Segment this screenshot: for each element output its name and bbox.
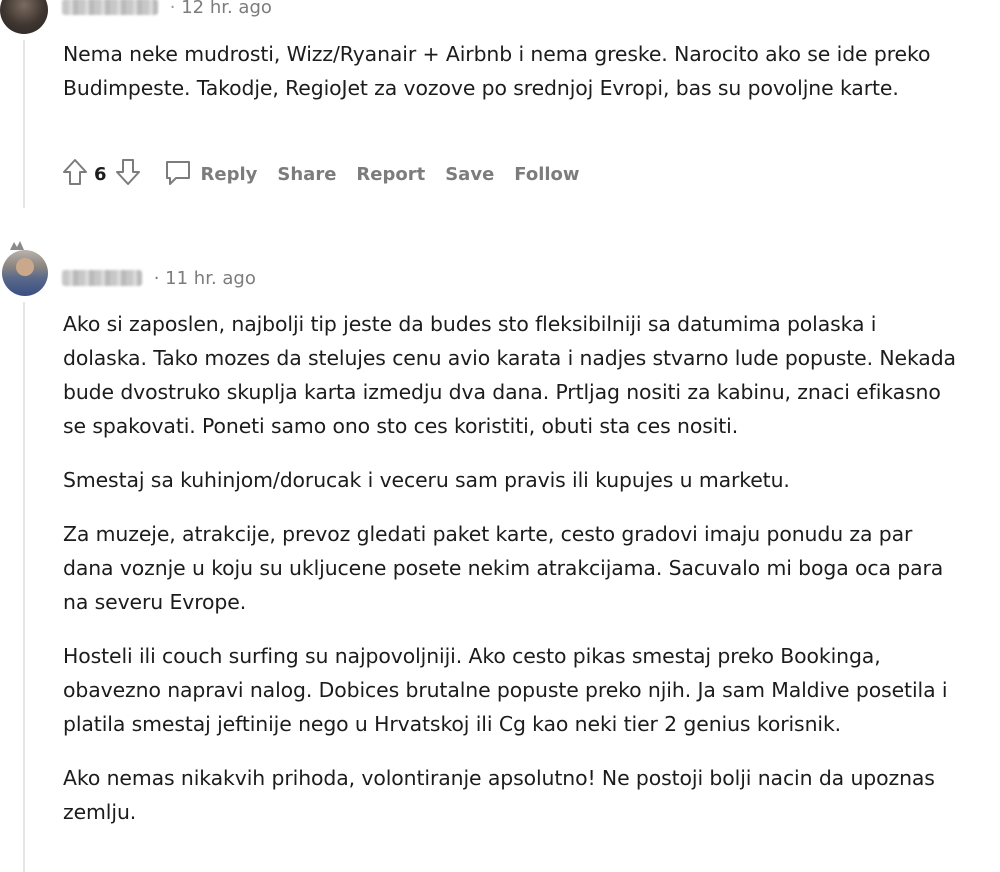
reply-button[interactable] <box>163 157 258 192</box>
reply-label: Reply <box>200 163 258 185</box>
comment-paragraph: Ako si zaposlen, najbolji tip jeste da budes sto fleksibilniji sa datumima polaska i dolaska. Tako mozes da stelujes cenu avio karata i nadjes stvarno lude popuste. Nekada bude dvostruko skuplja karta izmedju dva dana. Prtljag nositi za kabinu, znaci efikasno se spakovati. Poneti samo ono sto ces koristiti, obuti sta ces nositi. <box>63 312 956 438</box>
comment-body <box>63 37 963 105</box>
reply-icon <box>163 157 193 192</box>
report-button[interactable] <box>356 164 425 185</box>
follow-label: Follow <box>514 163 580 185</box>
comment-paragraph: Smestaj sa kuhinjom/dorucak i veceru sam pravis ili kupujes u marketu. <box>63 468 790 492</box>
save-button[interactable] <box>445 164 494 185</box>
comment-actions <box>60 154 600 194</box>
username-redacted[interactable] <box>62 270 142 286</box>
thread-line[interactable] <box>23 302 25 872</box>
comment-paragraph: Ako nemas nikakvih prihoda, volontiranje apsolutno! Ne postoji bolji nacin da upoznas zemlju. <box>63 766 935 824</box>
downvote-icon[interactable] <box>113 157 143 191</box>
comment-paragraph: Hosteli ili couch surfing su najpovoljniji. Ako cesto pikas smestaj preko Bookinga, obavezno napravi nalog. Dobices brutalne popuste preko njih. Ja sam Maldive posetila i platila smestaj jeftinije nego u Hrvatskoj ili Cg kao neki tier 2 genius korisnik. <box>63 644 948 736</box>
comment-body <box>63 307 963 829</box>
comment-meta <box>62 268 256 289</box>
follow-button[interactable] <box>514 164 579 185</box>
share-label: Share <box>277 163 337 185</box>
thread-line[interactable] <box>23 40 25 208</box>
username-redacted[interactable] <box>62 0 158 15</box>
comment-meta: · 12 hr. ago <box>62 0 272 18</box>
comment-paragraph: Za muzeje, atrakcije, prevoz gledati paket karte, cesto gradovi imaju ponudu za par dana voznje u koju su ukljucene posete nekim atrakcijama. Sacuvalo mi boga oca para na severu Evrope. <box>63 522 944 614</box>
timestamp: 12 hr. ago <box>181 0 272 18</box>
avatar[interactable] <box>0 0 48 34</box>
vote-count: 6 <box>94 163 107 185</box>
report-label: Report <box>356 163 426 185</box>
avatar[interactable] <box>2 250 48 296</box>
save-label: Save <box>445 163 495 185</box>
upvote-icon[interactable] <box>60 157 90 191</box>
comment-paragraph: Nema neke mudrosti, Wizz/Ryanair + Airbnb i nema greske. Narocito ako se ide preko Budimpeste. Takodje, RegioJet za vozove po srednjoj Evropi, bas su povoljne karte. <box>63 42 931 100</box>
timestamp: · 11 hr. ago <box>153 268 256 289</box>
share-button[interactable] <box>277 164 336 185</box>
